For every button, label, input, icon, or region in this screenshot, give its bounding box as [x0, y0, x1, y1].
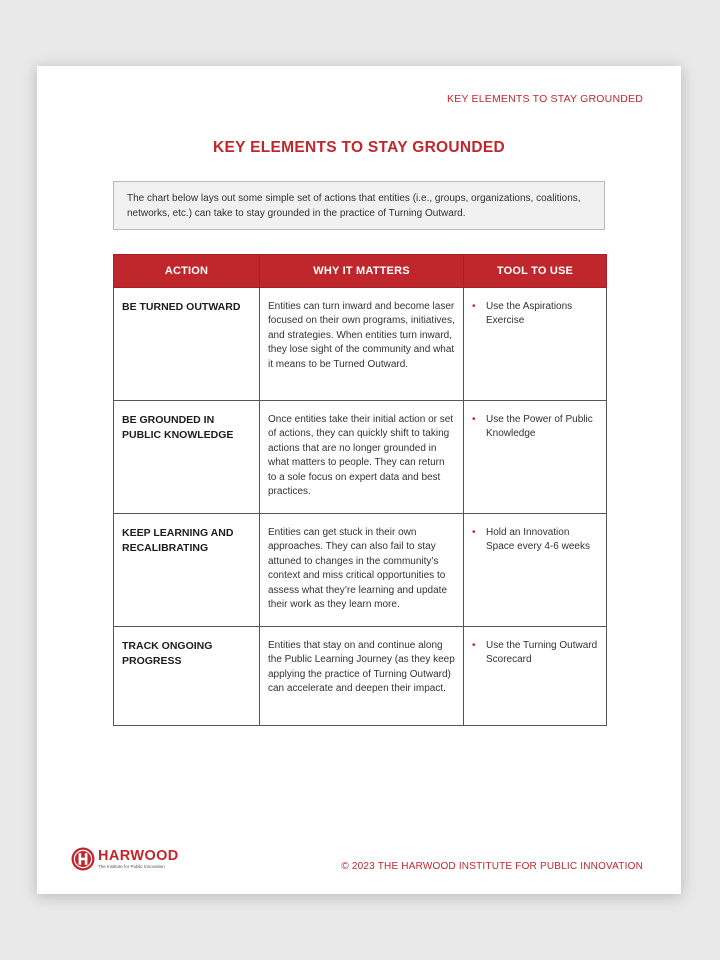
action-cell: BE GROUNDED IN PUBLIC KNOWLEDGE: [114, 401, 260, 514]
document-page: [37, 66, 681, 894]
table-header-row: [114, 255, 607, 288]
tool-cell: [464, 401, 607, 514]
tool-text: Hold an Innovation Space every 4-6 weeks: [486, 527, 590, 553]
why-cell: Once entities take their initial action or set of actions, they can quickly shift to taking actions that are no longer grounded in what matters to people. They can return to a sole focus on expert data and best practices.: [260, 401, 464, 514]
column-header-action: ACTION: [114, 255, 260, 288]
tool-cell: [464, 514, 607, 627]
bullet-icon: •: [472, 527, 476, 538]
tool-text: Use the Turning Outward Scorecard: [486, 640, 598, 666]
action-cell: TRACK ONGOING PROGRESS: [114, 627, 260, 726]
harwood-logo-mark-icon: [71, 847, 95, 871]
table-row: [114, 288, 607, 401]
why-cell: Entities can get stuck in their own approaches. They can also fail to stay attuned to changes in the community’s context and miss critical opportunities to assess what they’re learning and update their work as they learn more.: [260, 514, 464, 627]
table-row: [114, 401, 607, 514]
tool-text: Use the Aspirations Exercise: [486, 301, 573, 327]
page-title: KEY ELEMENTS TO STAY GROUNDED: [212, 139, 506, 156]
bullet-icon: •: [472, 414, 476, 425]
action-cell: KEEP LEARNING AND RECALIBRATING: [114, 514, 260, 627]
column-header-why: WHY IT MATTERS: [260, 255, 464, 288]
column-header-tool: TOOL TO USE: [464, 255, 607, 288]
table-row: [114, 627, 607, 726]
table-row: [114, 514, 607, 627]
bullet-icon: •: [472, 301, 476, 312]
why-cell: Entities that stay on and continue along the Public Learning Journey (as they keep applying the practice of Turning Outward) can accelerate and deepen their impact.: [260, 627, 464, 726]
harwood-logo: [71, 847, 179, 871]
tool-text: Use the Power of Public Knowledge: [486, 414, 593, 440]
tool-cell: [464, 288, 607, 401]
action-cell: BE TURNED OUTWARD: [114, 288, 260, 401]
logo-wordmark: HARWOOD: [98, 847, 179, 864]
intro-box: The chart below lays out some simple set of actions that entities (i.e., groups, organizations, coalitions, networks, etc.) can take to stay grounded in the practice of Turning Outward.: [113, 181, 605, 230]
bullet-icon: •: [472, 640, 476, 651]
running-header: KEY ELEMENTS TO STAY GROUNDED: [446, 93, 643, 105]
tool-cell: [464, 627, 607, 726]
why-cell: Entities can turn inward and become laser focused on their own programs, initiatives, and strategies. When entities turn inward, they lose sight of the community and what it means to be Turned Outward.: [260, 288, 464, 401]
logo-tagline: The Institute for Public Innovation: [98, 863, 165, 869]
elements-table: [113, 254, 607, 726]
copyright-notice: © 2023 THE HARWOOD INSTITUTE FOR PUBLIC INNOVATION: [341, 861, 643, 872]
